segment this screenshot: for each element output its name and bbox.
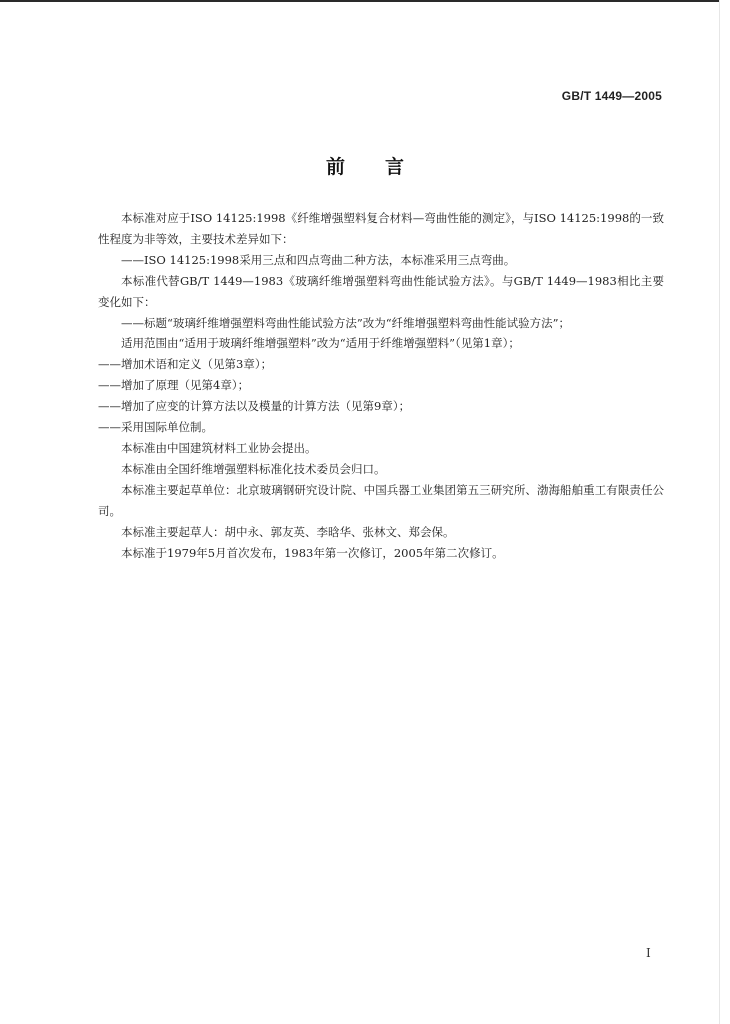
document-body	[98, 208, 664, 563]
paragraph-drafting-units: 本标准主要起草单位：北京玻璃钢研究设计院、中国兵器工业集团第五三研究所、渤海船舶重工有限责任公司。	[98, 482, 664, 518]
paragraph-publication-history: 本标准于1979年5月首次发布，1983年第一次修订，2005年第二次修订。	[121, 545, 504, 560]
paragraph-iso-correspondence: 本标准对应于ISO 14125:1998《纤维增强塑料复合材料—弯曲性能的测定》，与ISO 14125:1998的一致性程度为非等效，主要技术差异如下：	[98, 211, 664, 246]
page-title: 前言	[325, 156, 444, 178]
list-item-terms-definitions: ——增加术语和定义（见第3章）；	[98, 357, 273, 372]
list-item-si-units: ——采用国际单位制。	[98, 420, 213, 435]
list-item-title-change: ——标题“玻璃纤维增强塑料弯曲性能试验方法”改为“纤维增强塑料弯曲性能试验方法”；	[121, 315, 571, 330]
top-border-line	[0, 0, 720, 2]
list-item-calculation-methods: ——增加了应变的计算方法以及模量的计算方法（见第9章）；	[98, 399, 411, 414]
list-item-principle: ——增加了原理（见第4章）；	[98, 378, 250, 393]
paragraph-drafters: 本标准主要起草人：胡中永、郭友英、李晗华、张林文、郑会保。	[121, 524, 455, 539]
list-item-iso-difference: ——ISO 14125:1998采用三点和四点弯曲二种方法，本标准采用三点弯曲。	[121, 252, 516, 267]
list-item-scope-change: 适用范围由“适用于玻璃纤维增强塑料”改为“适用于纤维增强塑料”（见第1章）；	[121, 336, 520, 351]
paragraph-replaces-standard: 本标准代替GB/T 1449—1983《玻璃纤维增强塑料弯曲性能试验方法》。与GB/T 1449—1983相比主要变化如下：	[98, 273, 664, 309]
paragraph-under-jurisdiction: 本标准由全国纤维增强塑料标准化技术委员会归口。	[121, 461, 386, 476]
standard-code: GB/T 1449—2005	[561, 89, 662, 103]
paragraph-proposed-by: 本标准由中国建筑材料工业协会提出。	[121, 440, 317, 455]
page-number: I	[646, 946, 651, 960]
